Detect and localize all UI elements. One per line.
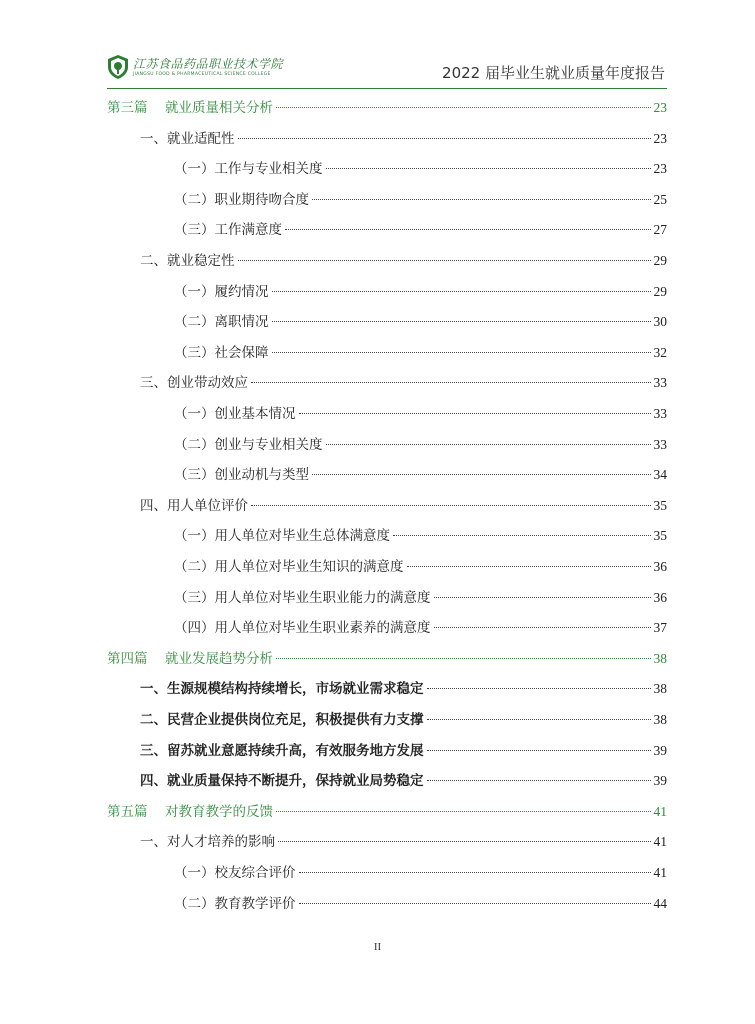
toc-page-number: 35 — [653, 528, 667, 544]
school-name-cn: 江苏食品药品职业技术学院 — [133, 57, 284, 71]
toc-entry-title: 一、就业适配性 — [140, 130, 235, 147]
toc-entry-line — [140, 494, 667, 514]
toc-part-title: 就业质量相关分析 — [165, 100, 273, 116]
toc-part-number: 第四篇 — [107, 650, 148, 667]
school-name-en: JIANGSU FOOD & PHARMACEUTICAL SCIENCE COLLEGE — [133, 72, 271, 77]
header-divider — [107, 88, 667, 89]
toc-entry-line — [174, 616, 667, 636]
toc-page-number: 25 — [653, 191, 667, 207]
toc-entry-title: 二、就业稳定性 — [140, 253, 235, 269]
toc-entry-line — [174, 188, 667, 208]
toc-entry[interactable] — [0, 371, 755, 395]
toc-entry-title: 二、民营企业提供岗位充足，积极提供有力支撑 — [140, 712, 424, 728]
toc-entry[interactable] — [0, 96, 755, 120]
toc-entry[interactable] — [0, 892, 755, 916]
toc-entry-line — [140, 371, 667, 391]
toc-page-number: 30 — [653, 314, 667, 330]
toc-entry-title: （二）离职情况 — [174, 314, 269, 331]
toc-page-number: 39 — [653, 773, 667, 789]
toc-dot-leader — [299, 872, 651, 873]
toc-entry-line — [174, 433, 667, 453]
toc-dot-leader — [272, 291, 651, 292]
toc-entry[interactable] — [0, 800, 755, 824]
toc-entry-title: （三）社会保障 — [174, 344, 269, 361]
toc-dot-leader — [434, 627, 651, 628]
toc-entry[interactable] — [0, 830, 755, 854]
toc-entry[interactable] — [0, 769, 755, 793]
toc-entry-line — [140, 769, 667, 789]
toc-entry-title: （一）创业基本情况 — [174, 406, 296, 422]
toc-page-number: 38 — [653, 712, 667, 727]
toc-entry-line — [174, 157, 667, 177]
toc-part-number: 第五篇 — [107, 803, 148, 820]
toc-entry[interactable] — [0, 524, 755, 548]
toc-page-number: 37 — [653, 620, 667, 636]
toc-page-number: 29 — [653, 253, 667, 268]
toc-entry-title: （三）创业动机与类型 — [174, 467, 309, 484]
toc-entry[interactable] — [0, 310, 755, 334]
toc-entry-title: 三、创业带动效应 — [140, 375, 248, 392]
toc-dot-leader — [251, 505, 651, 506]
toc-dot-leader — [393, 535, 651, 536]
toc-page-number: 33 — [653, 436, 667, 452]
toc-dot-leader — [326, 168, 651, 169]
report-title: 2022 届毕业生就业质量年度报告 — [442, 64, 665, 82]
toc-entry[interactable] — [0, 463, 755, 487]
toc-page-number: 41 — [653, 803, 667, 819]
toc-entry-line — [140, 830, 667, 850]
toc-dot-leader — [238, 138, 651, 139]
toc-dot-leader — [285, 229, 651, 230]
toc-entry-title — [107, 647, 273, 667]
toc-dot-leader — [238, 260, 651, 261]
toc-entry-title: （二）教育教学评价 — [174, 895, 296, 912]
toc-dot-leader — [278, 841, 651, 842]
toc-page-number: 38 — [653, 681, 667, 697]
toc-entry[interactable] — [0, 188, 755, 212]
toc-dot-leader — [427, 750, 651, 751]
toc-entry-title: （三）工作满意度 — [174, 222, 282, 239]
toc-entry[interactable] — [0, 677, 755, 701]
school-emblem-icon — [107, 54, 129, 80]
toc-page-number: 36 — [653, 589, 667, 605]
toc-page-number: 41 — [653, 865, 667, 880]
toc-entry-title: （二）创业与专业相关度 — [174, 436, 323, 453]
toc-entry-title — [107, 800, 273, 820]
toc-dot-leader — [427, 719, 651, 720]
toc-entry[interactable] — [0, 494, 755, 518]
toc-entry-title — [107, 96, 273, 116]
toc-entry[interactable] — [0, 616, 755, 640]
toc-entry-line — [174, 861, 667, 881]
toc-page-number: 23 — [653, 161, 667, 177]
toc-entry-line — [140, 127, 667, 147]
toc-page-number: 32 — [653, 344, 667, 360]
toc-entry-title: 四、就业质量保持不断提升，保持就业局势稳定 — [140, 773, 424, 790]
toc-entry[interactable] — [0, 402, 755, 426]
toc-entry-line — [174, 310, 667, 330]
toc-entry-line — [140, 677, 667, 697]
toc-dot-leader — [276, 658, 651, 659]
toc-entry-title: 一、对人才培养的影响 — [140, 834, 275, 851]
toc-dot-leader — [299, 903, 651, 904]
toc-entry-line — [174, 218, 667, 238]
toc-page-number: 35 — [653, 497, 667, 513]
toc-entry[interactable] — [0, 341, 755, 365]
toc-page-number: 39 — [653, 742, 667, 758]
toc-entry-line — [174, 463, 667, 483]
toc-entry-title: 四、用人单位评价 — [140, 497, 248, 514]
toc-entry[interactable] — [0, 647, 755, 671]
toc-entry[interactable] — [0, 708, 755, 732]
toc-entry-title: （一）履约情况 — [174, 283, 269, 300]
toc-entry-line — [174, 586, 667, 606]
toc-entry-title: 三、留苏就业意愿持续升高，有效服务地方发展 — [140, 742, 424, 759]
toc-entry-title: （一）校友综合评价 — [174, 865, 296, 881]
toc-entry-line — [140, 249, 667, 269]
toc-entry[interactable] — [0, 127, 755, 151]
toc-page-number: 38 — [653, 650, 667, 666]
toc-page-number: 34 — [653, 467, 667, 483]
toc-entry[interactable] — [0, 555, 755, 579]
toc-page-number: 36 — [653, 559, 667, 574]
toc-entry[interactable] — [0, 586, 755, 610]
toc-entry-line — [107, 647, 667, 667]
toc-part-number: 第三篇 — [107, 100, 148, 116]
toc-entry-title: （一）工作与专业相关度 — [174, 161, 323, 178]
toc-entry[interactable] — [0, 739, 755, 763]
toc-page-number: 27 — [653, 222, 667, 238]
toc-page-number: 41 — [653, 834, 667, 850]
toc-entry-line — [174, 524, 667, 544]
toc-entry-title: （二）职业期待吻合度 — [174, 191, 309, 208]
toc-entry-title: 一、生源规模结构持续增长，市场就业需求稳定 — [140, 681, 424, 698]
toc-dot-leader — [312, 199, 651, 200]
toc-entry[interactable] — [0, 218, 755, 242]
toc-entry[interactable] — [0, 249, 755, 273]
toc-dot-leader — [272, 321, 651, 322]
toc-entry-line — [174, 555, 667, 575]
toc-entry[interactable] — [0, 433, 755, 457]
toc-part-title: 就业发展趋势分析 — [165, 650, 273, 667]
toc-page-number: 33 — [653, 406, 667, 421]
toc-entry-line — [174, 280, 667, 300]
toc-dot-leader — [434, 597, 651, 598]
toc-dot-leader — [276, 107, 651, 108]
toc-dot-leader — [326, 444, 651, 445]
toc-entry-title: （二）用人单位对毕业生知识的满意度 — [174, 559, 404, 575]
toc-entry-line — [140, 739, 667, 759]
toc-dot-leader — [407, 566, 651, 567]
toc-entry-line — [107, 96, 667, 116]
toc-dot-leader — [427, 688, 651, 689]
toc-dot-leader — [251, 382, 651, 383]
page-header — [107, 52, 667, 88]
toc-dot-leader — [312, 474, 651, 475]
toc-entry[interactable] — [0, 861, 755, 885]
toc-dot-leader — [276, 811, 651, 812]
toc-page-number: 23 — [653, 130, 667, 146]
toc-entry[interactable] — [0, 280, 755, 304]
toc-entry-line — [174, 892, 667, 912]
toc-part-title: 对教育教学的反馈 — [165, 803, 273, 820]
toc-entry-line — [174, 341, 667, 361]
toc-entry-line — [107, 800, 667, 820]
toc-entry-title: （三）用人单位对毕业生职业能力的满意度 — [174, 589, 431, 606]
toc-dot-leader — [299, 413, 651, 414]
toc-dot-leader — [427, 780, 651, 781]
toc-entry-line — [140, 708, 667, 728]
toc-page-number: 29 — [653, 283, 667, 299]
toc-entry-title: （四）用人单位对毕业生职业素养的满意度 — [174, 620, 431, 637]
toc-page-number: 23 — [653, 100, 667, 115]
toc-entry[interactable] — [0, 157, 755, 181]
toc-dot-leader — [272, 352, 651, 353]
page-number: II — [373, 941, 382, 953]
toc-page-number: 33 — [653, 375, 667, 391]
toc-entry-line — [174, 402, 667, 422]
toc-entry-title: （一）用人单位对毕业生总体满意度 — [174, 528, 390, 545]
toc-page-number: 44 — [653, 895, 667, 911]
